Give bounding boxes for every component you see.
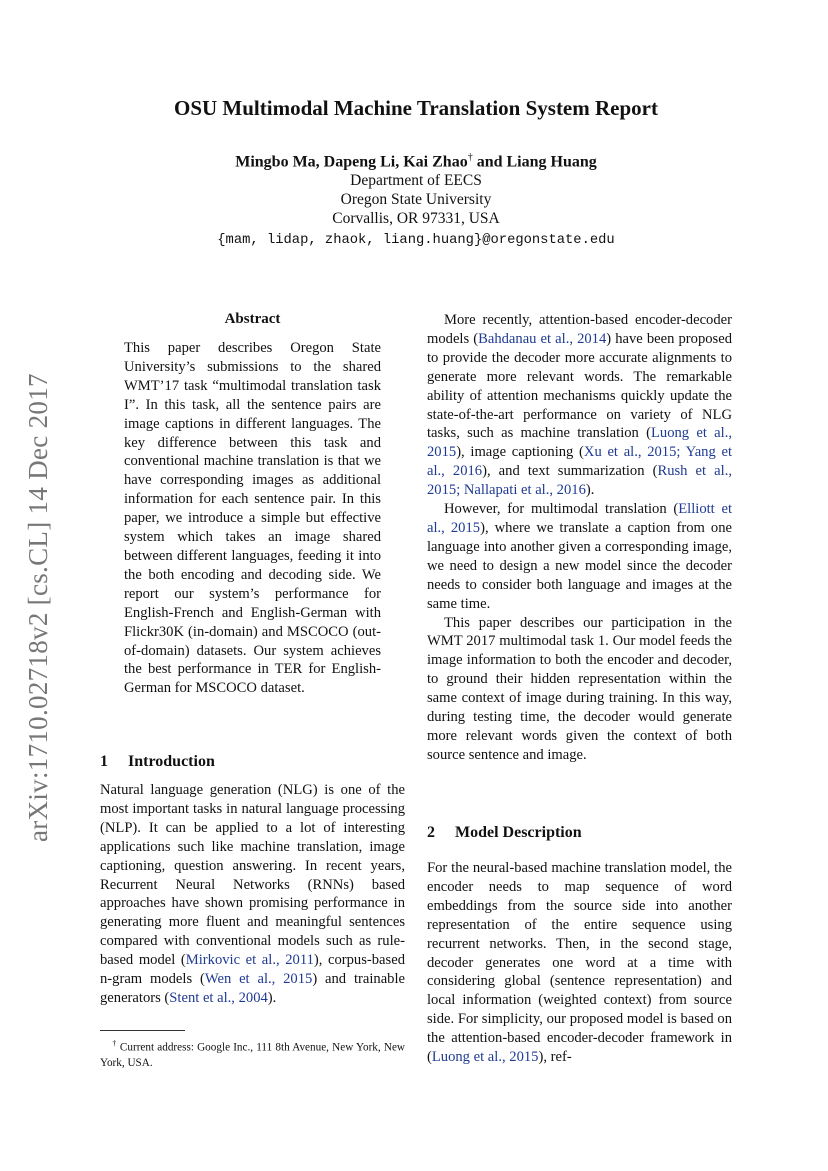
intro-number: 1 [100,753,108,770]
abstract-text: This paper describes Oregon State University’s submissions to the shared WMT’17 task “multimodal translation task I”. In this task, all the sentence pairs are image captions in different languages. The key difference between this task and conventional machine translation is that we have corresponding images as additional information for each sentence pair. In this paper, we introduce a simple but effective system which takes an image shared between different languages, feeding it into the both encoding and decoding side. We report our system’s performance for English-French and English-German with Flickr30K (in-domain) and MSCOCO (out-of-domain) datasets. Our system achieves the best performance in TER for English-German for MSCOCO dataset. [124,340,381,697]
author-names: Mingbo Ma, Dapeng Li, Kai Zhao [235,153,468,171]
affiliation-department: Department of EECS [350,172,482,189]
model-heading [427,824,582,842]
model-paragraph: For the neural-based machine translation model, the encoder needs to map sequence of word embeddings from the source side into another representation of the entire sequence using recurrent networks. Then, in the second stage, decoder generates one word at a time with considering global (sentence representation) and local information (weighted context) from source side. For simplicity, our proposed model is based on the attention-based encoder-decoder framework in (Luong et al., 2015), ref- [427,860,732,1066]
citation-link[interactable]: Rush et al., 2015; Nallapati et al., 2016 [427,463,732,499]
citation-link[interactable]: Wen et al., 2015 [204,971,313,988]
citation-link[interactable]: Xu et al., 2015; Yang et al., 2016 [427,444,732,480]
right-column-text [427,311,732,765]
citation-link[interactable]: Luong et al., 2015 [431,1049,539,1066]
dagger-mark: † [467,152,473,163]
intro-title: Introduction [128,753,215,770]
footnote-text: Current address: Google Inc., 111 8th Avenue, New York, New York, USA. [100,1041,405,1069]
paragraph-attention: More recently, attention-based encoder-decoder models (Bahdanau et al., 2014) have been proposed to provide the decoder more accurate alignments to generate more relevant words. The remarkable ability of attention mechanisms quickly update the state-of-the-art performance on variety of NLG tasks, such as machine translation (Luong et al., 2015), image captioning (Xu et al., 2015; Yang et al., 2016), and text summarization (Rush et al., 2015; Nallapati et al., 2016). [427,312,732,499]
abstract-heading: Abstract [224,311,281,327]
footnote-mark: † [112,1039,117,1048]
intro-paragraph: Natural language generation (NLG) is one of the most important tasks in natural language processing (NLP). It can be applied to a lot of interesting applications such like machine translation, image captioning, question answering. In recent years, Recurrent Neural Networks (RNNs) based approaches have shown promising performance in generating more fluent and meaningful sentences compared with conventional models such as rule-based model (Mirkovic et al., 2011), corpus-based n-gram models (Wen et al., 2015) and trainable generators (Stent et al., 2004). [100,782,405,1006]
model-number: 2 [427,824,435,841]
email-text: {mam, lidap, zhaok, liang.huang}@oregonstate.edu [217,233,615,248]
paragraph-multimodal: However, for multimodal translation (Elliott et al., 2015), where we translate a caption from one language into another given a corresponding image, we need to design a new model since the decoder needs to consider both language and images at the same time. [427,501,732,612]
affiliation-city: Corvallis, OR 97331, USA [332,210,500,227]
citation-link[interactable]: Luong et al., 2015 [427,425,732,461]
citation-link[interactable]: Mirkovic et al., 2011 [185,952,314,969]
paper-title: OSU Multimodal Machine Translation System Report [174,96,658,120]
model-title: Model Description [455,824,582,841]
footnote-divider [100,1030,185,1031]
intro-heading [100,753,215,771]
footnote [100,1036,405,1071]
author-names-last: and Liang Huang [472,153,597,171]
citation-link[interactable]: Stent et al., 2004 [169,989,268,1006]
citation-link[interactable]: Bahdanau et al., 2014 [478,330,607,347]
paragraph-participation: This paper describes our participation in the WMT 2017 multimodal task 1. Our model feeds the image information to both the encoder and decoder, to ground their hidden representation within the same context of image during training. In this way, during testing time, the decoder would generate more relevant words given the context of both source sentence and image. [427,614,732,763]
arxiv-identifier: arXiv:1710.02718v2 [cs.CL] 14 Dec 2017 [23,373,53,842]
citation-link[interactable]: Elliott et al., 2015 [427,501,732,536]
affiliation-university: Oregon State University [340,191,492,208]
author-list [100,152,732,171]
author-emails [100,230,732,248]
